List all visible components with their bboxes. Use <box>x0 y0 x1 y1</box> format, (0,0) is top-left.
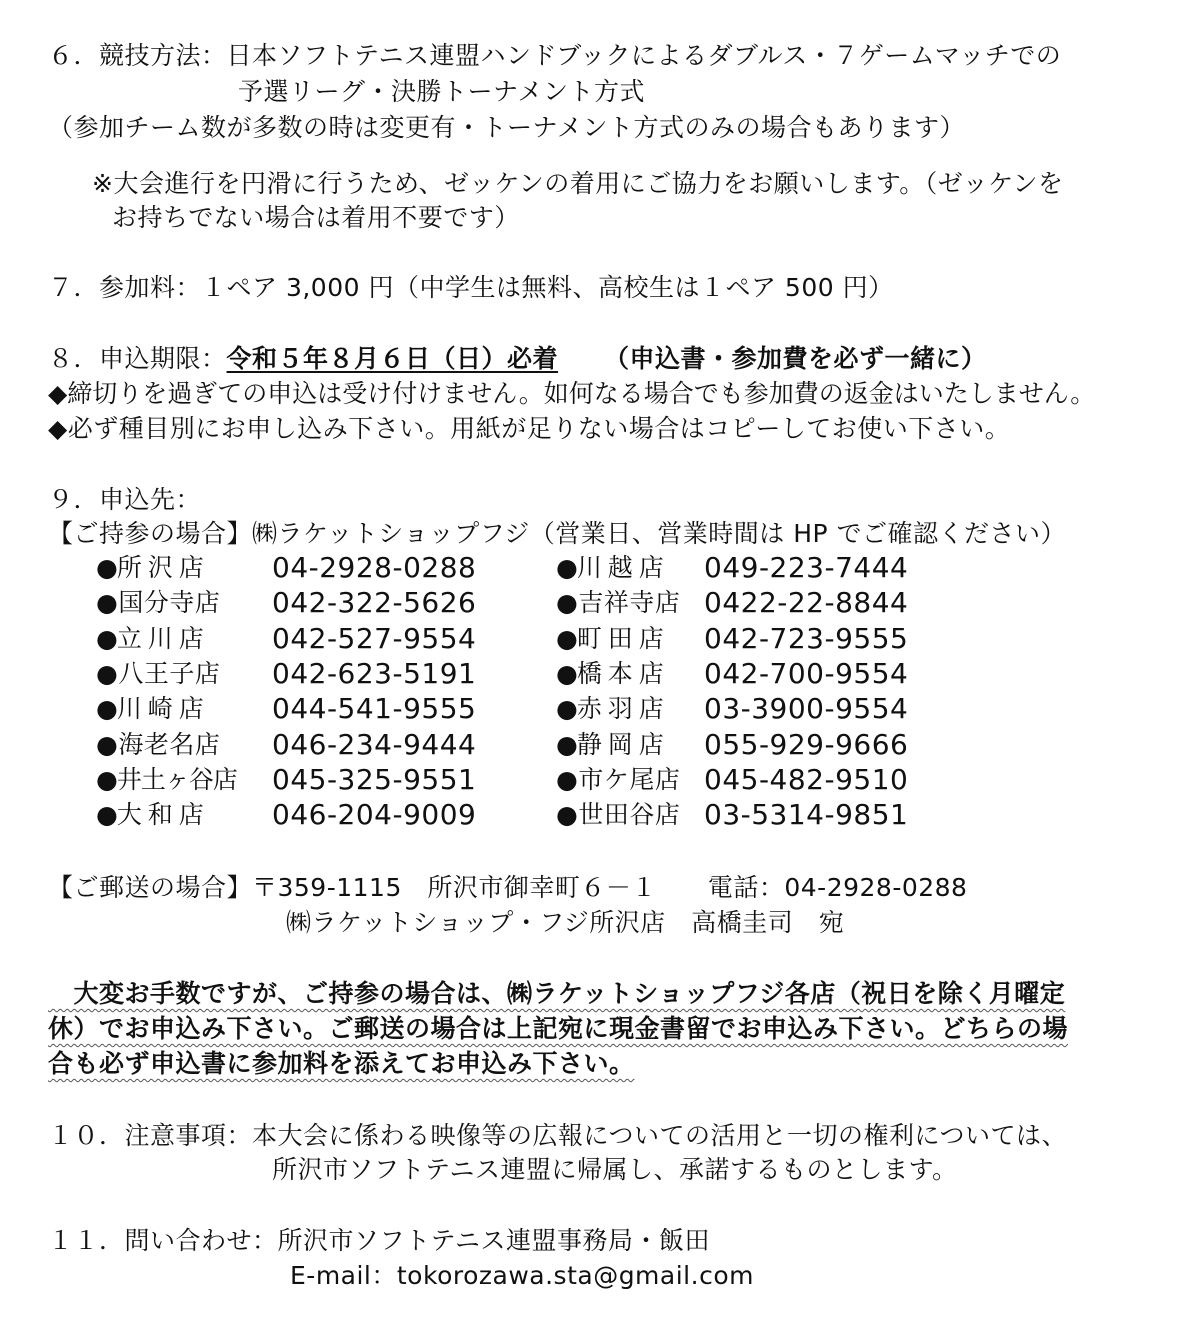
store-name: ●橋 本 店 <box>556 659 663 688</box>
section8-label: ８．申込期限： <box>48 344 227 373</box>
section7-line: ７．参加料：１ペア 3,000 円（中学生は無料、高校生は１ペア 500 円） <box>48 273 894 302</box>
store-phone: 042-723-9555 <box>704 622 909 655</box>
store-name: ●川 越 店 <box>556 553 663 582</box>
store-phone: 0422-22-8844 <box>704 586 909 619</box>
notice-line1: 大変お手数ですが、ご持参の場合は、㈱ラケットショップフジ各店（祝日を除く月曜定 <box>48 979 1066 1008</box>
section6-line3: （参加チーム数が多数の時は変更有・トーナメント方式のみの場合もあります） <box>48 113 966 142</box>
store-name: ●井土ヶ谷店 <box>96 765 237 794</box>
store-phone: 044-541-9555 <box>272 692 477 725</box>
notice-line2: 休）でお申込み下さい。ご郵送の場合は上記宛に現金書留でお申込み下さい。どちらの場 <box>48 1014 1069 1043</box>
store-name: ●大 和 店 <box>96 800 203 829</box>
store-name: ●海老名店 <box>96 730 221 759</box>
store-phone: 042-527-9554 <box>272 622 477 655</box>
section9-bring-line: 【ご持参の場合】㈱ラケットショップフジ（営業日、営業時間は HP でご確認ください） <box>48 519 1067 548</box>
section9-heading: ９．申込先： <box>48 485 202 514</box>
section6-line2: 予選リーグ・決勝トーナメント方式 <box>238 77 646 106</box>
store-phone: 046-234-9444 <box>272 728 477 761</box>
store-phone: 049-223-7444 <box>704 551 909 584</box>
store-name: ●所 沢 店 <box>96 553 203 582</box>
store-name: ●立 川 店 <box>96 624 203 653</box>
store-name: ●八王子店 <box>96 659 221 688</box>
store-phone: 03-5314-9851 <box>704 798 909 831</box>
store-phone: 042-700-9554 <box>704 657 909 690</box>
section8-bullet1: ◆締切りを過ぎての申込は受け付けません。如何なる場合でも参加費の返金はいたしません。 <box>48 379 1096 408</box>
section8-note: （申込書・参加費を必ず一緒に） <box>604 344 987 373</box>
section11-line2: E-mail：tokorozawa.sta@gmail.com <box>290 1261 754 1290</box>
store-name: ●町 田 店 <box>556 624 663 653</box>
store-phone: 042-322-5626 <box>272 586 477 619</box>
store-name: ●国分寺店 <box>96 588 221 617</box>
section6-line1: ６．競技方法：日本ソフトテニス連盟ハンドブックによるダブルス・７ゲームマッチでの <box>48 41 1062 70</box>
store-phone: 046-204-9009 <box>272 798 477 831</box>
section11-line1: １１．問い合わせ：所沢市ソフトテニス連盟事務局・飯田 <box>48 1226 711 1255</box>
store-phone: 045-482-9510 <box>704 763 909 796</box>
store-name: ●世田谷店 <box>556 800 681 829</box>
store-phone: 03-3900-9554 <box>704 692 909 725</box>
store-name: ●赤 羽 店 <box>556 694 663 723</box>
section8-deadline: 令和５年８月６日（日）必着 <box>226 344 559 373</box>
section8-row <box>48 343 987 375</box>
section8-bullet2: ◆必ず種目別にお申し込み下さい。用紙が足りない場合はコピーしてお使い下さい。 <box>48 414 1011 443</box>
store-phone: 045-325-9551 <box>272 763 477 796</box>
store-name: ●市ケ尾店 <box>556 765 681 794</box>
store-phone: 04-2928-0288 <box>272 551 477 584</box>
section9-mail-line2: ㈱ラケットショップ・フジ所沢店 高橋圭司 宛 <box>286 908 845 937</box>
section10-line2: 所沢市ソフトテニス連盟に帰属し、承諾するものとします。 <box>272 1155 958 1184</box>
store-phone: 042-623-5191 <box>272 657 477 690</box>
section6-note1: ※大会進行を円滑に行うため、ゼッケンの着用にご協力をお願いします。（ゼッケンを <box>92 169 1064 198</box>
store-name: ●川 崎 店 <box>96 694 203 723</box>
store-name: ●静 岡 店 <box>556 730 663 759</box>
section9-mail-line: 【ご郵送の場合】〒359-1115 所沢市御幸町６－１ 電話：04-2928-0288 <box>48 873 968 902</box>
store-phone: 055-929-9666 <box>704 728 909 761</box>
section6-note2: お持ちでない場合は着用不要です） <box>112 203 520 232</box>
store-name: ●吉祥寺店 <box>556 588 681 617</box>
notice-line3: 合も必ず申込書に参加料を添えてお申込み下さい。 <box>48 1049 635 1078</box>
section10-line1: １０．注意事項：本大会に係わる映像等の広報についての活用と一切の権利については、 <box>48 1121 1068 1150</box>
